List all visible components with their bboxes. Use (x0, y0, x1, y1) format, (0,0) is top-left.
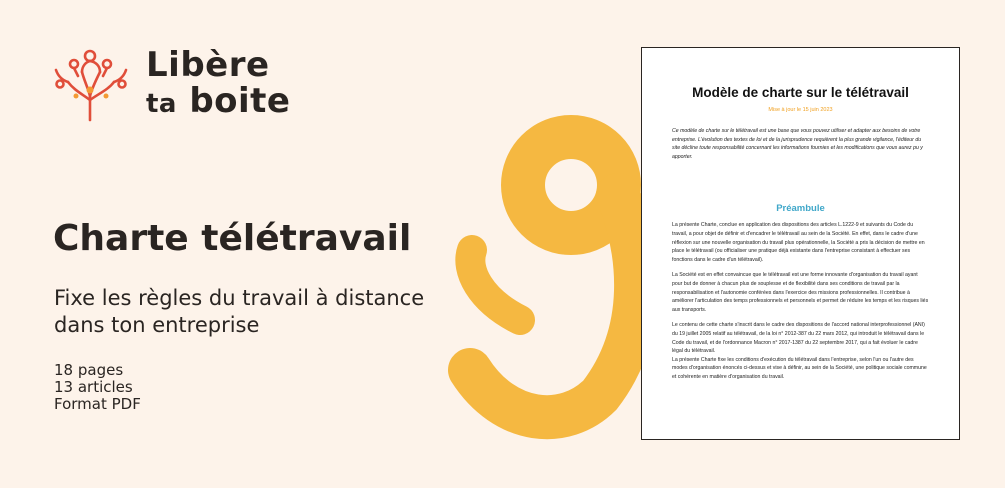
doc-paragraph: Le contenu de cette charte s'inscrit dans le cadre des dispositions de l'accord national interprofessionnel (ANI) du 19 juillet 2005 relatif au télétravail, de la loi n° 2012-387 du 22 mars 2012, qui introduit le télétravail dans le Code du travail, et de l'ordonnance Macron n° 2017-1387 du 22 septembre 2017, qui a fait évoluer le cadre légal du télétravail. (672, 322, 925, 355)
document-preview[interactable] (641, 47, 960, 440)
doc-title: Modèle de charte sur le télétravail (692, 85, 909, 100)
brand-wordmark (146, 44, 291, 122)
tree-logo-icon (52, 44, 132, 124)
doc-date: Mise à jour le 15 juin 2023 (768, 107, 833, 113)
page-subtitle: Fixe les règles du travail à distance dans ton entreprise (54, 286, 425, 337)
brand-line2-big: boite (189, 80, 291, 121)
brand-line2-small: ta (146, 88, 177, 119)
document-meta (54, 362, 141, 413)
doc-intro: Ce modèle de charte sur le télétravail est une base que vous pouvez utiliser et adapter aux besoins de votre entreprise. L'évolution des textes de loi et de la jurisprudence requièrent la plus grande vigilance, l'éditeur du site décline toute responsabilité concernant les informations fournies et les modifications que vous aurez pu y apporter. (672, 128, 923, 160)
brand-logo[interactable] (52, 44, 291, 124)
doc-paragraph: La Société est en effet convaincue que le télétravail est une forme innovante d'organisation du travail ayant pour but de donner à chacun plus de souplesse et de flexibilité dans ses conditions de travail par la responsabilisation et l'autonomie conférées dans l'exercice des missions professionnelles. Il contribue à améliorer l'articulation des temps professionnels et personnels et permet de réduire les temps et les risques liés aux transports. (672, 272, 929, 313)
doc-section-heading: Préambule (776, 203, 825, 215)
page-title: Charte télétravail (53, 218, 412, 259)
doc-paragraph: La présente Charte, conclue en application des dispositions des articles L.1222-9 et suivants du Code du travail, a pour objet de définir et d'encadrer le télétravail au sein de la Société. En effet, dans le cadre d'une réflexion sur une nouvelle organisation du travail plus opérationnelle, la Société a pris la décision de mettre en place le télétravail (ou officialiser une pratique déjà existante dans l'entreprise consistant à effectuer ses fonctions dans le cadre d'un télétravail). (672, 222, 925, 263)
meta-pages: 18 pages (54, 361, 124, 379)
meta-format: Format PDF (54, 395, 141, 413)
brand-line1: Libère (146, 44, 270, 85)
meta-articles: 13 articles (54, 378, 133, 396)
doc-paragraph: La présente Charte fixe les conditions d'exécution du télétravail dans l'entreprise, selon l'un ou l'autre des modes d'organisation énoncés ci-dessus et vise à définir, au sein de la Société, une politique sociale commune et cohérente en matière d'organisation du travail. (672, 356, 927, 380)
